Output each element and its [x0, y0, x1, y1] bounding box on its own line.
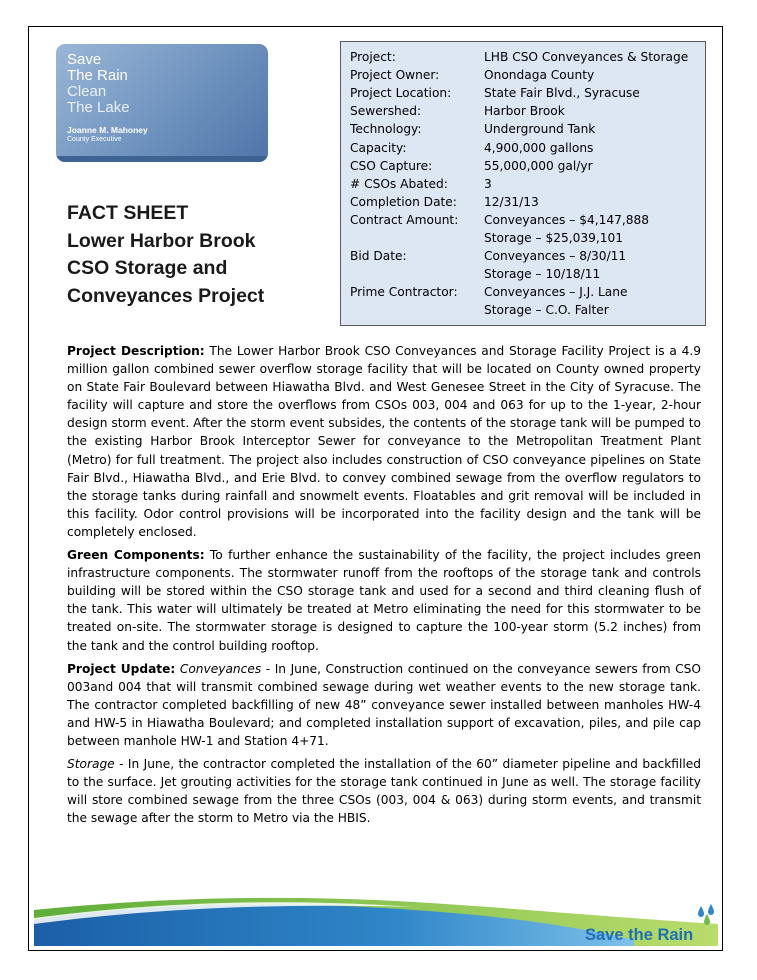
project-info-box — [340, 41, 706, 326]
info-value: Underground Tank — [484, 122, 596, 137]
green-components-heading: Green Components: — [67, 548, 205, 563]
logo-line-clean: Clean — [67, 83, 107, 100]
project-update-paragraph — [67, 660, 701, 750]
logo-line-save: Save — [67, 51, 102, 68]
logo-stripe — [56, 156, 268, 162]
info-value: Harbor Brook — [484, 104, 565, 119]
info-value: State Fair Blvd., Syracuse — [484, 86, 640, 101]
info-value: 3 — [484, 176, 492, 191]
info-label: Bid Date: — [350, 249, 407, 264]
info-label: Technology: — [350, 122, 422, 137]
info-value: Storage – $25,039,101 — [484, 231, 624, 245]
project-description-paragraph — [67, 342, 701, 541]
info-label: Capacity: — [350, 140, 407, 155]
info-value: 4,900,000 gallons — [484, 140, 594, 155]
title-line-4: Conveyances Project — [67, 284, 265, 307]
body-text — [67, 342, 701, 832]
info-label: CSO Capture: — [350, 158, 433, 173]
info-value: Conveyances – 8/30/11 — [484, 249, 627, 264]
info-label: Completion Date: — [350, 194, 457, 209]
project-description-text: The Lower Harbor Brook CSO Conveyances and Storage Facility Project is a 4.9 million gallon combined sewer overflow storage facility that will be located on County owned property on State Fair Boulevard between Hiawatha Blvd. and West Genesee Street in the City of Syracuse. The facility will capture and store the overflows from CSOs 003, 004 and 063 for up to the 1-year, 2-hour design storm event. After the storm event subsides, the contents of the storage tank will be pumped to the existing Harbor Brook Interceptor Sewer for conveyance to the Metropolitan Treatment Plant (Metro) for full treatment. The project also includes construction of CSO conveyance pipelines on State Fair Blvd., Hiawatha Blvd., and Erie Blvd. to convey combined sewage from the overflow regulators to the storage tanks during rainfall and snowmelt events. Floatables and grit removal will be included in this facility. Odor control provisions will be incorporated into the facility design and the tank will be completely enclosed. — [67, 344, 701, 539]
info-label: Contract Amount: — [350, 212, 459, 227]
storage-paragraph — [67, 755, 701, 827]
info-value: LHB CSO Conveyances & Storage — [484, 50, 689, 64]
info-label: Prime Contractor: — [350, 285, 458, 300]
info-value: Onondaga County — [484, 68, 595, 83]
save-the-rain-logo — [56, 44, 268, 162]
info-value: 12/31/13 — [484, 194, 539, 209]
info-value: 55,000,000 gal/yr — [484, 158, 593, 173]
title-line-2: Lower Harbor Brook — [67, 229, 256, 252]
storage-text: - In June, the contractor completed the installation of the 60” diameter pipeline and backfilled to the surface. Jet grouting activities for the storage tank continued in June as well. The storage facility will store combined sewage from the three CSOs (003, 004 & 063) during storm events, and transmit the sewage after the storm to Metro via the HBIS. — [67, 757, 701, 826]
raindrops-icon — [694, 904, 718, 926]
project-update-text: - In June, Construction continued on the conveyance sewers from CSO 003and 004 that will transmit combined sewage during wet weather events to the new storage tank. The contractor completed backfilling of new 48” conveyance sewer installed between manholes HW-4 and HW-5 in Hiawatha Boulevard; and completed installation support of excavation, piles, and pile cap between manhole HW-1 and Station 4+71. — [67, 661, 702, 748]
info-label: Project Location: — [350, 86, 452, 101]
info-label: Project Owner: — [350, 68, 440, 83]
info-value: Storage – C.O. Falter — [484, 303, 609, 318]
info-value: Storage – 10/18/11 — [484, 267, 601, 282]
green-components-text: To further enhance the sustainability of the facility, the project includes green infrastructure components. The stormwater runoff from the rooftops of the storage tank and controls building will be stored within the CSO storage tank and used for a second and third cleaning flush of the tank. This water will ultimately be treated at Metro eliminating the need for this stormwater to be treated on-site. The stormwater storage is designed to capture the 100-year storm (5.2 inches) from the tank and the control building rooftop. — [67, 548, 701, 653]
executive-title: County Executive — [67, 136, 122, 143]
project-update-heading: Project Update: — [67, 661, 176, 676]
logo-line-the-rain: The Rain — [67, 67, 128, 84]
info-label: Sewershed: — [350, 104, 422, 119]
logo-line-the-lake: The Lake — [67, 99, 130, 116]
info-value: Conveyances – $4,147,888 — [484, 212, 649, 227]
executive-name: Joanne M. Mahoney — [67, 125, 148, 135]
storage-label: Storage — [67, 757, 115, 772]
fact-sheet-title — [67, 200, 317, 310]
footer-save-the-rain-logo: Save the Rain — [585, 926, 694, 944]
project-description-heading: Project Description: — [67, 344, 205, 358]
info-label: # CSOs Abated: — [350, 176, 448, 191]
title-line-3: CSO Storage and — [67, 257, 228, 279]
info-label: Project: — [350, 50, 396, 64]
title-line-1: FACT SHEET — [67, 202, 189, 224]
green-components-paragraph — [67, 546, 701, 655]
info-value: Conveyances – J.J. Lane — [484, 285, 628, 300]
conveyances-label: Conveyances — [179, 661, 262, 676]
